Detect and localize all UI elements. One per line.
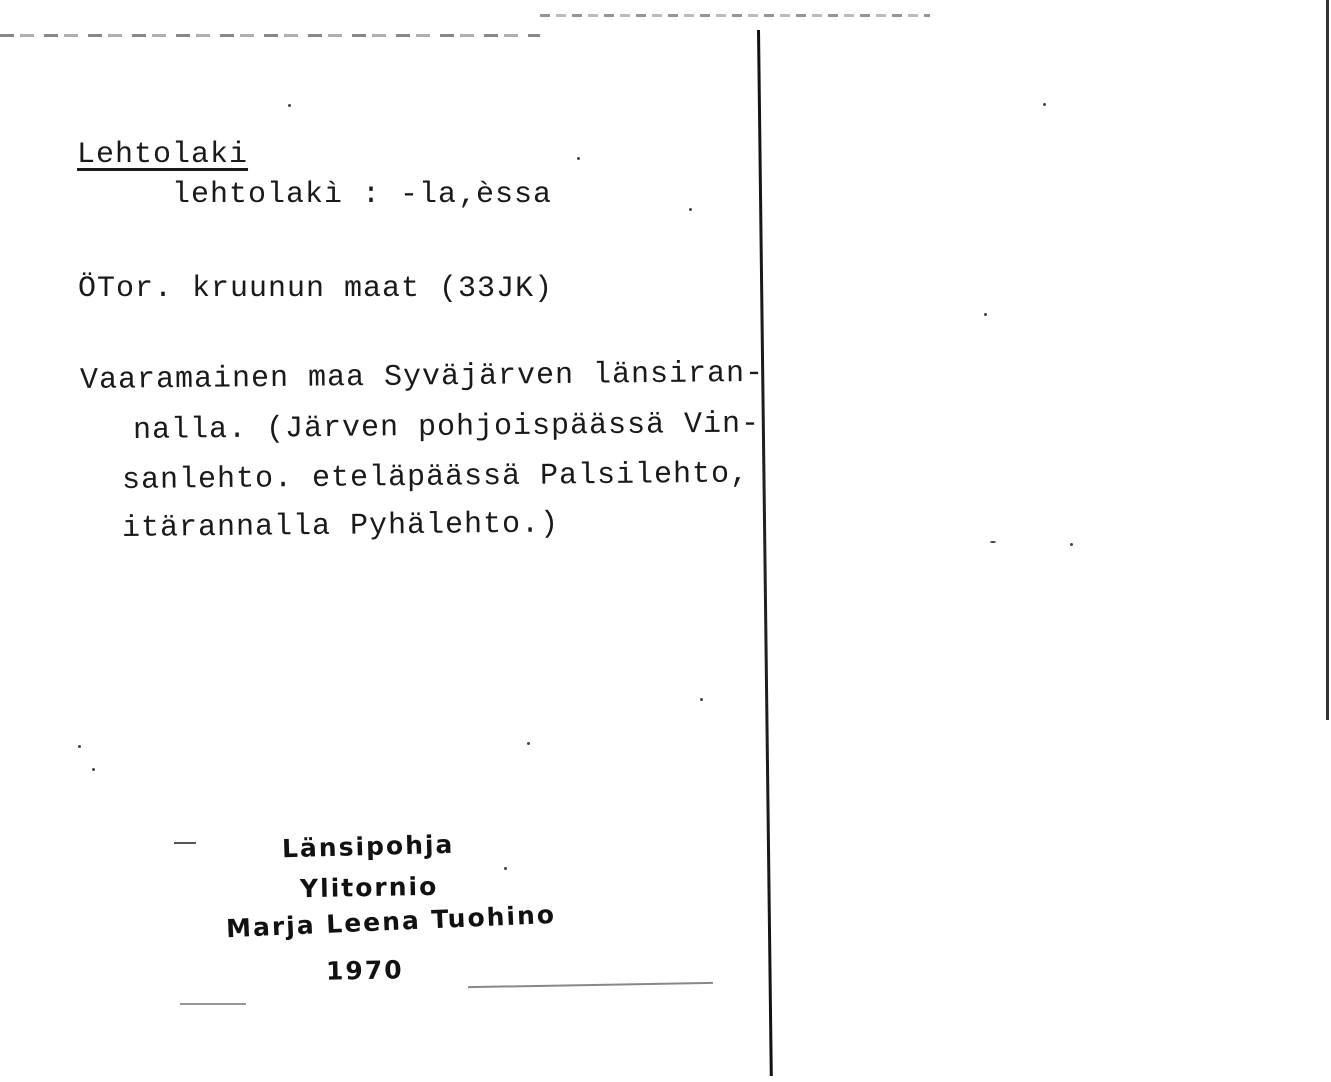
stamp-year: 1970 xyxy=(325,955,404,986)
scan-speck xyxy=(288,104,291,107)
scan-speck xyxy=(92,768,95,771)
description-line-1: Vaaramainen maa Syväjärven länsiran- xyxy=(79,356,765,398)
scan-speck xyxy=(1043,103,1046,106)
description-line-3: sanlehto. eteläpäässä Palsilehto, xyxy=(121,457,750,498)
description-line-4: itärannalla Pyhälehto.) xyxy=(121,507,560,546)
scan-edge-right xyxy=(1326,0,1329,720)
stamp-collector: Marja Leena Tuohino xyxy=(225,899,557,944)
location-line: ÖTor. kruunun maat (33JK) xyxy=(78,272,554,306)
scan-speck xyxy=(1070,543,1073,546)
scan-speck xyxy=(700,698,703,701)
scan-speck xyxy=(984,313,987,316)
scan-speck xyxy=(990,541,996,543)
scan-mark xyxy=(468,982,713,988)
stamp-region: Länsipohja xyxy=(281,829,455,864)
scan-speck xyxy=(689,208,692,211)
scan-speck xyxy=(504,867,507,870)
scan-speck xyxy=(527,742,530,745)
card-divider-line xyxy=(757,30,773,1076)
card-title: Lehtolaki xyxy=(77,138,249,172)
headword-line: lehtolakì : -la‚èssa xyxy=(172,178,553,212)
scan-speck xyxy=(78,745,81,748)
scan-edge-top-left xyxy=(0,34,540,37)
stamp-municipality: Ylitornio xyxy=(299,871,439,904)
scan-mark xyxy=(180,1003,246,1005)
scan-speck xyxy=(577,157,580,160)
scan-edge-top-right xyxy=(540,14,930,17)
description-line-2: nalla. (Järven pohjoispäässä Vin- xyxy=(132,407,761,448)
scan-mark xyxy=(174,842,196,844)
